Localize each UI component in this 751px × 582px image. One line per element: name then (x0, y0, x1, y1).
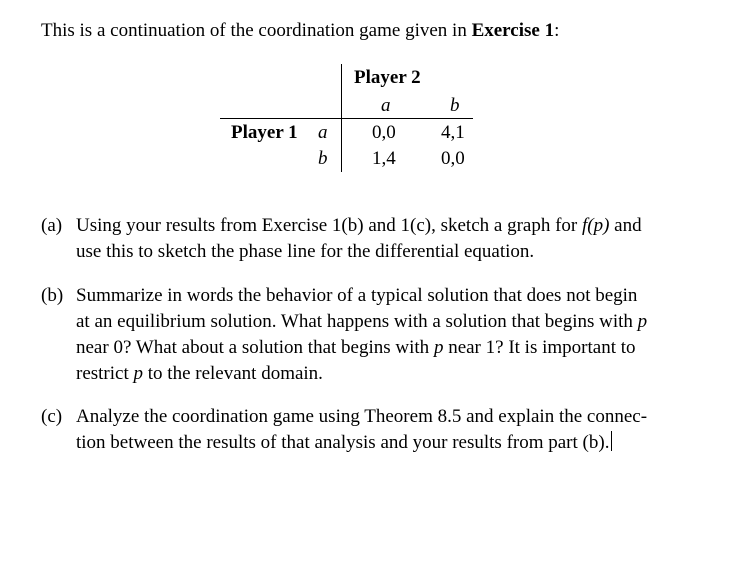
intro-colon: : (554, 20, 560, 41)
intro-text: This is a continuation of the coordination game given in (41, 20, 472, 41)
part-b-line2: at an equilibrium solution. What happens with a solution that begins with (76, 311, 638, 332)
player2-label: Player 2 (354, 67, 421, 88)
part-b-var-p: p (433, 337, 444, 358)
part-b-line1: Summarize in words the behavior of a typical solution that does not begin (76, 285, 638, 306)
part-a-label: (a) (41, 215, 63, 236)
part-b-var-p: p (637, 311, 648, 332)
part-c-line2: tion between the results of that analysis and your results from part (b). (76, 432, 610, 453)
payoff-cell-ab: 4,1 (441, 122, 465, 143)
row-b-header: b (318, 148, 328, 169)
part-b (41, 283, 681, 387)
payoff-cell-bb: 0,0 (441, 148, 465, 169)
payoff-matrix (0, 0, 751, 200)
part-b-line3-end: near 1? It is important to (443, 337, 636, 358)
column-b-header: b (450, 95, 460, 116)
player1-label: Player 1 (231, 122, 298, 143)
column-a-header: a (381, 95, 391, 116)
part-b-line4: restrict (76, 363, 134, 384)
payoff-cell-aa: 0,0 (372, 122, 396, 143)
matrix-horizontal-rule (220, 118, 473, 119)
intro-exercise-ref: Exercise 1 (471, 20, 555, 41)
part-b-var-p: p (133, 363, 144, 384)
text-cursor[interactable] (611, 431, 612, 451)
part-b-line4-end: to the relevant domain. (143, 363, 323, 384)
payoff-cell-ba: 1,4 (372, 148, 396, 169)
part-a (41, 213, 681, 265)
row-a-header: a (318, 122, 328, 143)
part-c-label: (c) (41, 406, 63, 427)
part-a-fp: f(p) (581, 215, 610, 236)
part-c (41, 404, 681, 456)
part-a-text-end: and (609, 215, 642, 236)
part-b-label: (b) (41, 285, 64, 306)
part-a-text: Using your results from Exercise 1(b) and 1(c), sketch a graph for (76, 215, 582, 236)
part-c-line1: Analyze the coordination game using Theorem 8.5 and explain the connec- (76, 406, 648, 427)
part-a-line2: use this to sketch the phase line for the differential equation. (76, 241, 535, 262)
part-b-line3: near 0? What about a solution that begins with (76, 337, 434, 358)
